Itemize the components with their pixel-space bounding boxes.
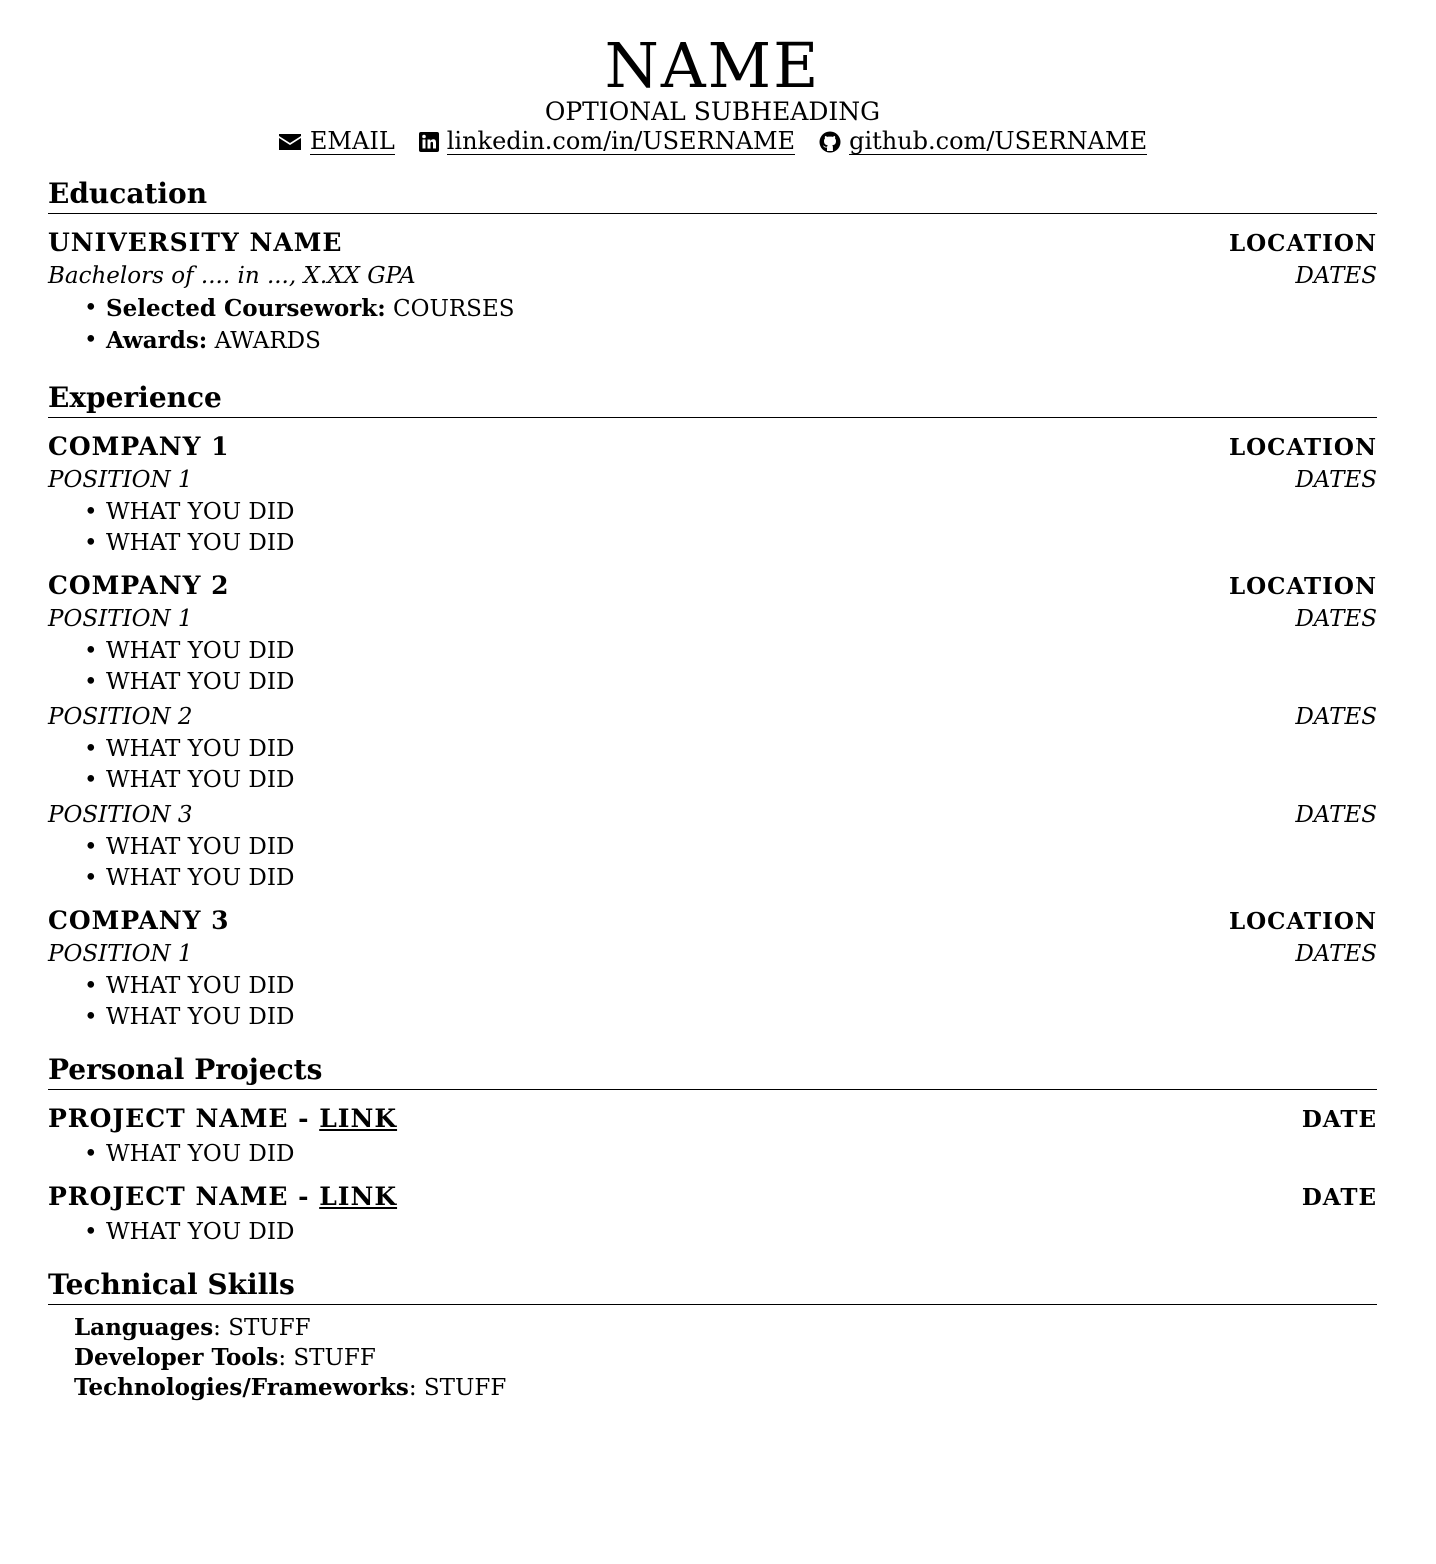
position-bullets [48, 636, 1377, 698]
list-item: • WHAT YOU DID [106, 765, 1377, 796]
position-dates: DATES [1295, 704, 1377, 730]
company-entry [48, 904, 1377, 1033]
position-title: POSITION 2 [48, 704, 193, 730]
envelope-icon [278, 133, 302, 151]
linkedin-contact[interactable] [419, 128, 795, 155]
company-location: LOCATION [1228, 573, 1377, 600]
university-location: LOCATION [1228, 230, 1377, 257]
list-item: • WHAT YOU DID [106, 863, 1377, 894]
position-bullets [48, 971, 1377, 1033]
list-item [106, 293, 1377, 325]
skills-heading: Technical Skills [48, 1268, 1377, 1305]
coursework-label: Selected Coursework: [106, 295, 386, 322]
position-title: POSITION 3 [48, 802, 193, 828]
candidate-name: NAME [604, 29, 821, 102]
project-entry [48, 1180, 1377, 1248]
skill-value: : STUFF [278, 1345, 376, 1371]
list-item: • WHAT YOU DID [106, 1217, 1377, 1248]
project-link[interactable]: LINK [319, 1182, 398, 1211]
contact-links [48, 128, 1377, 155]
education-details [48, 293, 1377, 357]
skill-row [74, 1343, 1377, 1373]
company-entry [48, 430, 1377, 559]
awards-value: AWARDS [214, 328, 321, 354]
project-title [48, 1102, 397, 1136]
company-name: COMPANY 1 [48, 432, 230, 461]
linkedin-icon [419, 132, 439, 152]
company-name: COMPANY 2 [48, 571, 230, 600]
position-bullets [48, 497, 1377, 559]
project-name: PROJECT NAME - [48, 1104, 320, 1133]
awards-label: Awards: [106, 327, 208, 354]
list-item: • WHAT YOU DID [106, 832, 1377, 863]
education-heading: Education [48, 177, 1377, 214]
list-item: • WHAT YOU DID [106, 636, 1377, 667]
skill-value: : STUFF [213, 1315, 311, 1341]
list-item: • WHAT YOU DID [106, 971, 1377, 1002]
github-link[interactable]: github.com/USERNAME [849, 127, 1148, 155]
github-icon [819, 131, 841, 153]
position-title: POSITION 1 [48, 941, 193, 967]
university-name: UNIVERSITY NAME [48, 228, 343, 257]
skills-list [48, 1313, 1377, 1403]
position-bullets [48, 734, 1377, 796]
resume-header [48, 30, 1377, 155]
coursework-value: COURSES [393, 296, 515, 322]
email-contact[interactable] [278, 128, 395, 155]
skill-label: Languages [74, 1314, 214, 1341]
position-dates: DATES [1295, 606, 1377, 632]
list-item [106, 325, 1377, 357]
position-title: POSITION 1 [48, 606, 193, 632]
position-dates: DATES [1295, 802, 1377, 828]
project-date: DATE [1301, 1184, 1377, 1211]
position-bullets [48, 832, 1377, 894]
skill-label: Technologies/Frameworks [74, 1374, 409, 1401]
project-bullets [48, 1217, 1377, 1248]
skill-value: : STUFF [408, 1375, 507, 1401]
experience-heading: Experience [48, 381, 1377, 418]
company-location: LOCATION [1228, 434, 1377, 461]
projects-heading: Personal Projects [48, 1053, 1377, 1090]
position-block [48, 800, 1377, 894]
linkedin-link[interactable]: linkedin.com/in/USERNAME [446, 127, 796, 155]
skill-label: Developer Tools [74, 1344, 279, 1371]
position-dates: DATES [1295, 941, 1377, 967]
github-contact[interactable] [819, 128, 1147, 155]
education-dates: DATES [1295, 263, 1377, 289]
company-entry [48, 569, 1377, 894]
list-item: • WHAT YOU DID [106, 1002, 1377, 1033]
list-item: • WHAT YOU DID [106, 1139, 1377, 1170]
list-item: • WHAT YOU DID [106, 528, 1377, 559]
position-dates: DATES [1295, 467, 1377, 493]
list-item: • WHAT YOU DID [106, 497, 1377, 528]
position-block [48, 702, 1377, 796]
project-bullets [48, 1139, 1377, 1170]
project-date: DATE [1301, 1106, 1377, 1133]
degree: Bachelors of .... in ..., X.XX GPA [48, 263, 416, 289]
list-item: • WHAT YOU DID [106, 667, 1377, 698]
position-title: POSITION 1 [48, 467, 193, 493]
company-location: LOCATION [1228, 908, 1377, 935]
list-item: • WHAT YOU DID [106, 734, 1377, 765]
education-entry [48, 226, 1377, 357]
resume-page [48, 0, 1377, 1403]
optional-subheading: OPTIONAL SUBHEADING [544, 97, 881, 126]
skill-row [74, 1373, 1377, 1403]
email-link[interactable]: EMAIL [309, 127, 395, 155]
project-link[interactable]: LINK [319, 1104, 398, 1133]
skill-row [74, 1313, 1377, 1343]
project-name: PROJECT NAME - [48, 1182, 320, 1211]
project-entry [48, 1102, 1377, 1170]
project-title [48, 1180, 397, 1214]
company-name: COMPANY 3 [48, 906, 230, 935]
